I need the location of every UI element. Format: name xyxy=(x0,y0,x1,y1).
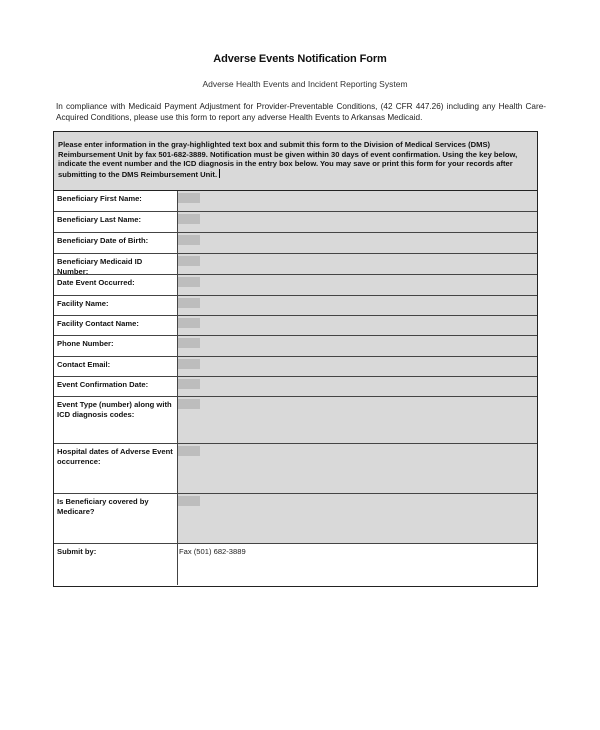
field-row-confirmation-date xyxy=(54,377,537,397)
input-highlight xyxy=(178,359,200,369)
field-label: Beneficiary Date of Birth: xyxy=(54,233,178,253)
submit-by-cell xyxy=(178,544,537,585)
field-row-email xyxy=(54,357,537,377)
field-label: Event Confirmation Date: xyxy=(54,377,178,396)
form-subtitle: Adverse Health Events and Incident Reporting System xyxy=(202,79,408,89)
confirmation-date-input[interactable] xyxy=(178,377,537,396)
submit-by-value: Fax (501) 682-3889 xyxy=(179,547,246,556)
field-row-date-of-birth xyxy=(54,233,537,254)
input-highlight xyxy=(178,318,200,328)
input-highlight xyxy=(178,338,200,348)
input-highlight xyxy=(178,379,200,389)
field-label: Facility Name: xyxy=(54,296,178,315)
first-name-input[interactable] xyxy=(178,191,537,211)
field-label: Contact Email: xyxy=(54,357,178,376)
date-event-input[interactable] xyxy=(178,275,537,295)
field-row-hospital-dates xyxy=(54,444,537,494)
field-row-date-event xyxy=(54,275,537,296)
input-highlight xyxy=(178,214,200,224)
facility-contact-input[interactable] xyxy=(178,316,537,335)
field-row-facility-contact xyxy=(54,316,537,336)
field-label: Event Type (number) along with ICD diagnosis codes: xyxy=(54,397,178,443)
field-row-submit-by xyxy=(54,544,537,585)
date-of-birth-input[interactable] xyxy=(178,233,537,253)
field-label: Hospital dates of Adverse Event occurrence: xyxy=(54,444,178,493)
field-row-medicaid-id xyxy=(54,254,537,275)
field-row-last-name xyxy=(54,212,537,233)
event-type-input[interactable] xyxy=(178,397,537,443)
medicaid-id-input[interactable] xyxy=(178,254,537,274)
input-highlight xyxy=(178,496,200,506)
field-label: Facility Contact Name: xyxy=(54,316,178,335)
instructions-text: Please enter information in the gray-highlighted text box and submit this form to the Division of Medical Services (DMS) Reimbursement Unit by fax 501-682-3889. Notification must be given within 30 days of event confirmation. Using the key below, indicate the event number and the ICD diagnosis in the entry box below. You may save or print this form for your records after submitting to the DMS Reimbursement Unit. xyxy=(58,140,518,179)
input-highlight xyxy=(178,256,200,266)
hospital-dates-input[interactable] xyxy=(178,444,537,493)
facility-name-input[interactable] xyxy=(178,296,537,315)
field-label: Phone Number: xyxy=(54,336,178,356)
input-highlight xyxy=(178,298,200,308)
email-input[interactable] xyxy=(178,357,537,376)
last-name-input[interactable] xyxy=(178,212,537,232)
field-label: Submit by: xyxy=(54,544,178,585)
field-row-event-type xyxy=(54,397,537,444)
instructions-box xyxy=(54,132,537,191)
input-highlight xyxy=(178,235,200,245)
field-row-medicare xyxy=(54,494,537,544)
form-title: Adverse Events Notification Form xyxy=(213,53,387,65)
input-highlight xyxy=(178,399,200,409)
field-label: Beneficiary Medicaid ID Number: xyxy=(54,254,178,274)
input-highlight xyxy=(178,193,200,203)
medicare-input[interactable] xyxy=(178,494,537,543)
input-highlight xyxy=(178,277,200,287)
form-table xyxy=(53,131,538,587)
field-row-facility-name xyxy=(54,296,537,316)
text-cursor xyxy=(219,169,220,178)
field-row-phone xyxy=(54,336,537,357)
field-row-first-name xyxy=(54,191,537,212)
field-label: Is Beneficiary covered by Medicare? xyxy=(54,494,178,543)
intro-paragraph: In compliance with Medicaid Payment Adjustment for Provider-Preventable Conditions, (42 CFR 447.26) including any Health Care-Acquired Conditions, please use this form to report any adverse Health Events to Arkansas Medicaid. xyxy=(56,102,546,122)
field-label: Date Event Occurred: xyxy=(54,275,178,295)
input-highlight xyxy=(178,446,200,456)
phone-input[interactable] xyxy=(178,336,537,356)
field-label: Beneficiary Last Name: xyxy=(54,212,178,232)
field-label: Beneficiary First Name: xyxy=(54,191,178,211)
